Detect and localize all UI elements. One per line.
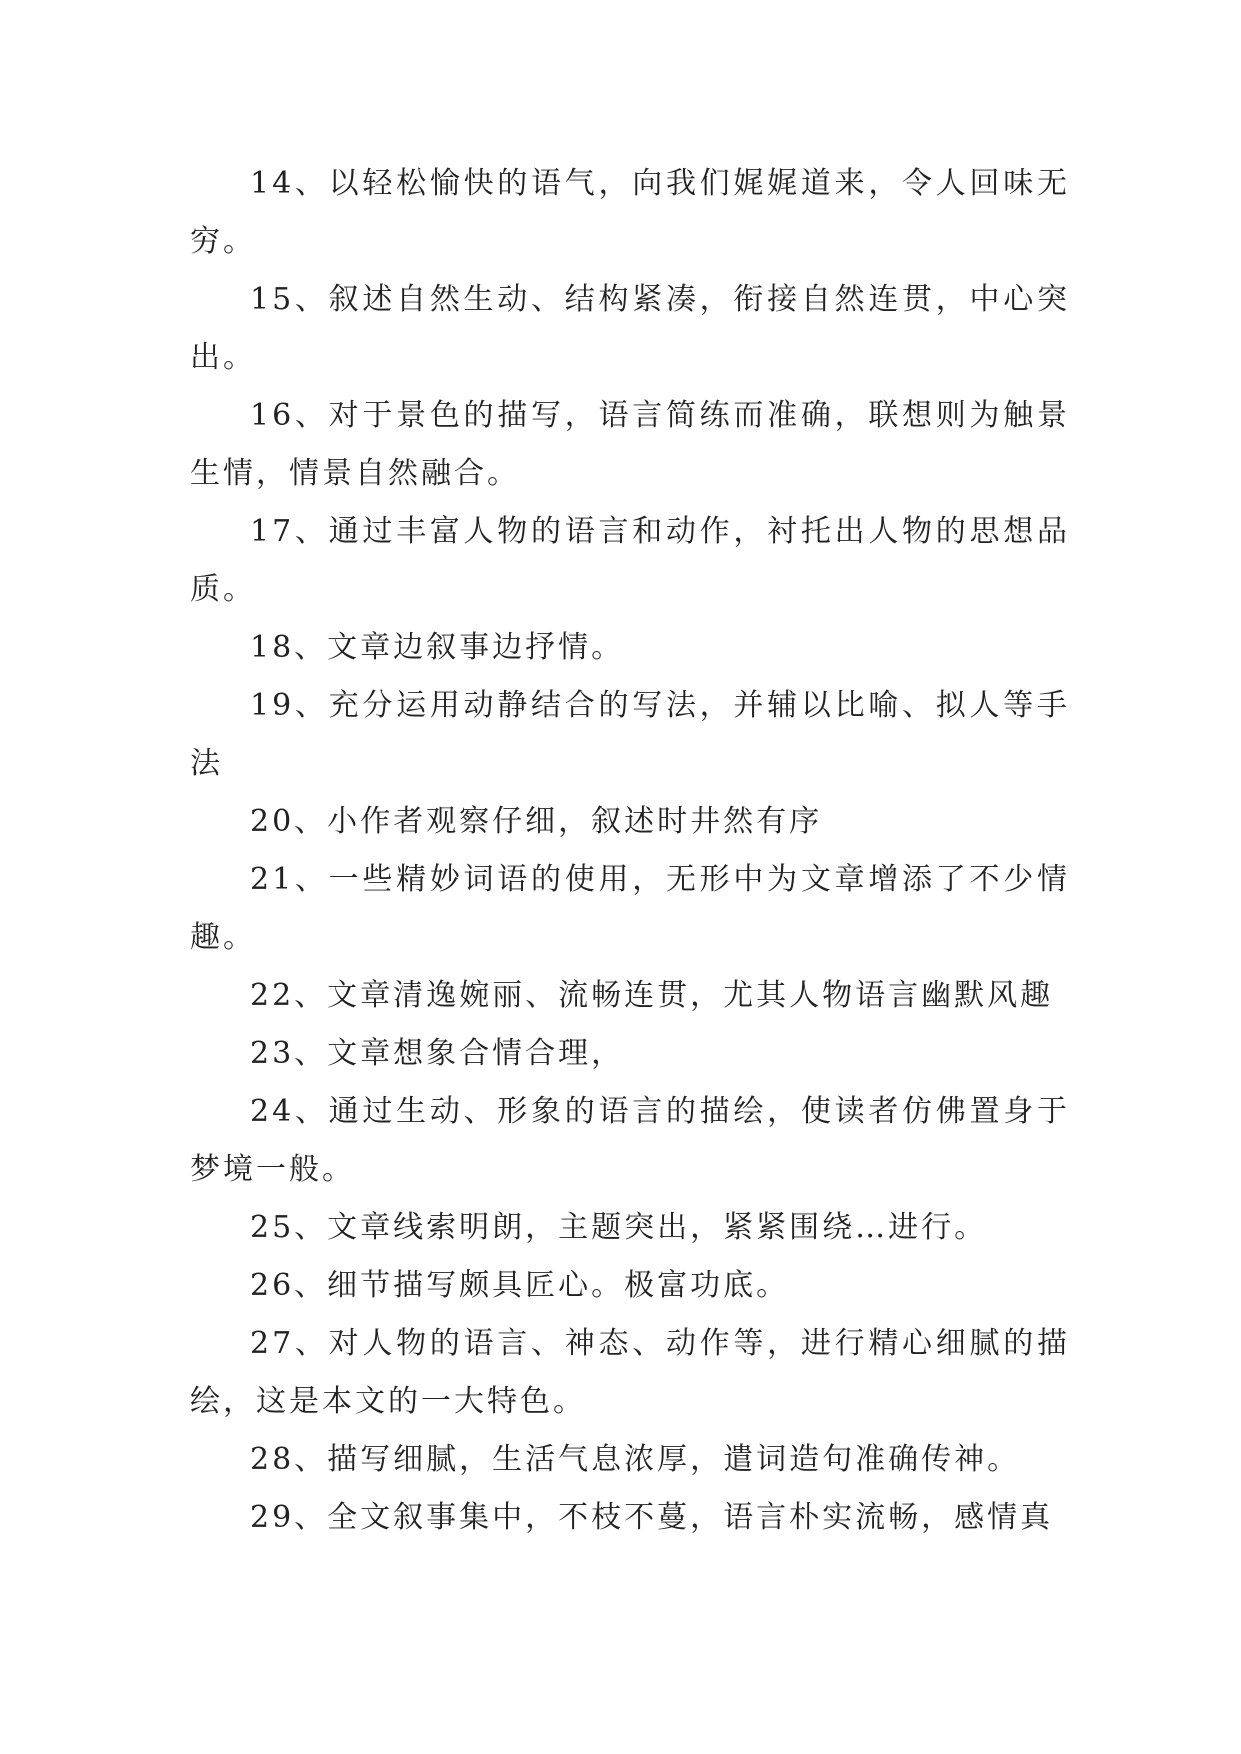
paragraph-24: 24、通过生动、形象的语言的描绘，使读者仿佛置身于梦境一般。 [190, 1094, 1070, 1187]
paragraph-21: 21、一些精妙词语的使用，无形中为文章增添了不少情趣。 [190, 862, 1070, 955]
paragraph-15: 15、叙述自然生动、结构紧凑，衔接自然连贯，中心突出。 [190, 282, 1070, 375]
paragraph-28: 28、描写细腻，生活气息浓厚，遣词造句准确传神。 [250, 1442, 1021, 1477]
paragraph-27: 27、对人物的语言、神态、动作等，进行精心细腻的描绘，这是本文的一大特色。 [190, 1326, 1070, 1419]
paragraph-26: 26、细节描写颇具匠心。极富功底。 [250, 1268, 790, 1303]
paragraph-23: 23、文章想象合情合理， [250, 1036, 625, 1071]
paragraph-25: 25、文章线索明朗，主题突出，紧紧围绕…进行。 [250, 1210, 988, 1245]
paragraph-14: 14、以轻松愉快的语气，向我们娓娓道来，令人回味无穷。 [190, 166, 1070, 259]
paragraph-20: 20、小作者观察仔细，叙述时井然有序 [250, 804, 823, 839]
paragraph-17: 17、通过丰富人物的语言和动作，衬托出人物的思想品质。 [190, 514, 1070, 607]
paragraph-18: 18、文章边叙事边抒情。 [250, 630, 625, 665]
paragraph-29: 29、全文叙事集中，不枝不蔓，语言朴实流畅，感情真 [250, 1500, 1054, 1535]
paragraph-22: 22、文章清逸婉丽、流畅连贯，尤其人物语言幽默风趣 [250, 978, 1054, 1013]
paragraph-19: 19、充分运用动静结合的写法，并辅以比喻、拟人等手法 [190, 688, 1070, 781]
document-body [190, 155, 1070, 1547]
paragraph-16: 16、对于景色的描写，语言简练而准确，联想则为触景生情，情景自然融合。 [190, 398, 1070, 491]
